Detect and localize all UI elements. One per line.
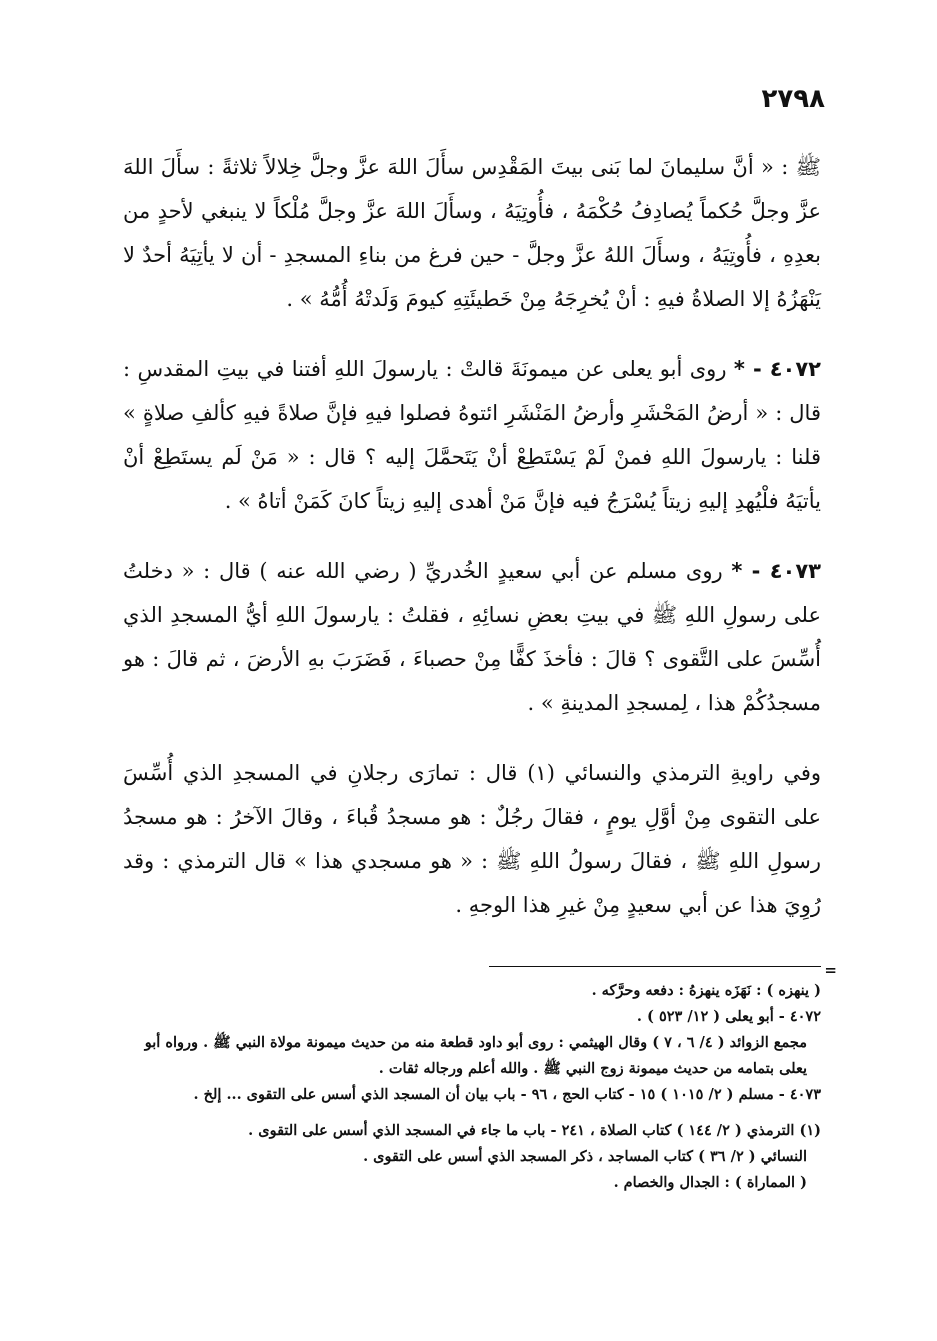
hadith-4072 [123,347,821,523]
hadith-text: روى أبو يعلى عن ميمونَةَ قالتْ : يارسولَ اللهِ أفتنا في بيتِ المقدسِ : قال : « أرضُ المَحْشَرِ وأرضُ المَنْشَرِ ائتوهُ فصلوا فيهِ فإنَّ صلاةً فيهِ كألفِ صلاةٍ » قلنا : يارسولَ اللهِ فمنْ لَمْ يَسْتَطِعْ أنْ يَتَحمَّلَ إليه ؟ قال : « مَنْ لَم يستَطِعْ أنْ يأتيَهُ فلْيُهدِ إليهِ زيتاً يُسْرَجُ فيه فإنَّ مَنْ أهدى إليهِ زيتاً كانَ كَمَنْ أتاهُ » . [123,357,821,513]
footnote-line: ( ينهزه ) : نَهَزَه ينهزهُ : دفعه وحرَّكه . [591,982,821,999]
footnotes [121,978,821,1196]
paragraph-solomon [123,145,821,321]
main-text [123,145,821,927]
footnote-line: ٤٠٧٣ - مسلم ( ٢/ ١٠١٥ ) ١٥ - كتاب الحج ، ٩٦ - باب بيان أن المسجد الذي أسس على التقوى ... إلخ . [193,1086,821,1103]
hadith-number: ٤٠٧٢ - * [733,357,822,381]
footnote-line: (١) الترمذي ( ٢/ ١٤٤ ) كتاب الصلاة ، ٢٤١ - باب ما جاء في المسجد الذي أسس على التقوى . [248,1122,821,1139]
page-number: ٢٧٩٨ [761,84,825,114]
footnote-line: النسائي ( ٢/ ٣٦ ) كتاب المساجد ، ذكر المسجد الذي أسس على التقوى . [363,1148,807,1165]
hadith-number: ٤٠٧٣ - * [731,559,822,583]
hadith-text: روى مسلم عن أبي سعيدٍ الخُدريِّ ( رضي الله عنه ) قال : « دخلتُ على رسولِ اللهِ ﷺ في بيتِ بعضِ نسائِهِ ، فقلتُ : يارسولَ اللهِ أيُّ المسجدِ الذي أُسِّسَ على التَّقوى ؟ قالَ : فأخذَ كفًّا مِنْ حصباءَ ، فَضَرَبَ بهِ الأرضَ ، ثم قالَ : هو مسجدُكُمْ هذا ، لِمسجدِ المدينةِ » . [123,559,821,715]
paragraph-tirmidhi [123,751,821,927]
footnote-line: ( المماراة ) : الجدال والخصام . [613,1174,807,1191]
footnote-line: مجمع الزوائد ( ٤/ ٦ ، ٧ ) وقال الهيثمي : روى أبو داود قطعة منه من حديث ميمونة مولاة النبي ﷺ . ورواه أبو يعلى بتمامه من حديث ميمونة زوج النبي ﷺ . والله أعلم ورجاله ثقات . [144,1034,807,1077]
paragraph-text: وفي راويةِ الترمذي والنسائي (١) قال : تمارَى رجلانِ في المسجدِ الذي أُسِّسَ على التقوى مِنْ أوَّلِ يومٍ ، فقالَ رجُلٌ : هو مسجدُ قُباءَ ، وقالَ الآخرُ : هو مسجدُ رسولِ اللهِ ﷺ ، فقالَ رسولُ اللهِ ﷺ : « هو مسجدي هذا » قال الترمذي : وقد رُوِيَ هذا عن أبي سعيدٍ مِنْ غيرِ هذا الوجهِ . [123,761,821,917]
paragraph-text: ﷺ : « أنَّ سليمانَ لما بَنى بيتَ المَقْدِس سأَلَ اللهَ عزَّ وجلَّ خِلالاً ثلاثةً : سأَلَ اللهَ عزَّ وجلَّ حُكماً يُصادِفُ حُكْمَهُ ، فأُوتِيَهُ ، وسأَلَ اللهَ عزَّ وجلَّ مُلْكاً لا ينبغي لأحدٍ من بعدِهِ ، فأُوتِيَهُ ، وسأَلَ اللهُ عزَّ وجلَّ - حين فرغ من بناءِ المسجدِ - أن لا يأتِيَهُ أحدٌ لا يَنْهَزُهُ إلا الصلاةُ فيهِ : أنْ يُخرِجَهُ مِنْ خَطيئَتِهِ كيومَ وَلَدتْهُ أُمُّهُ » . [123,155,821,311]
footnote-line: ٤٠٧٢ - أبو يعلى ( ١٢/ ٥٢٣ ) . [636,1008,821,1025]
footnote-separator [489,966,821,967]
footnote-continuation-mark: = [824,961,837,979]
hadith-4073 [123,549,821,725]
